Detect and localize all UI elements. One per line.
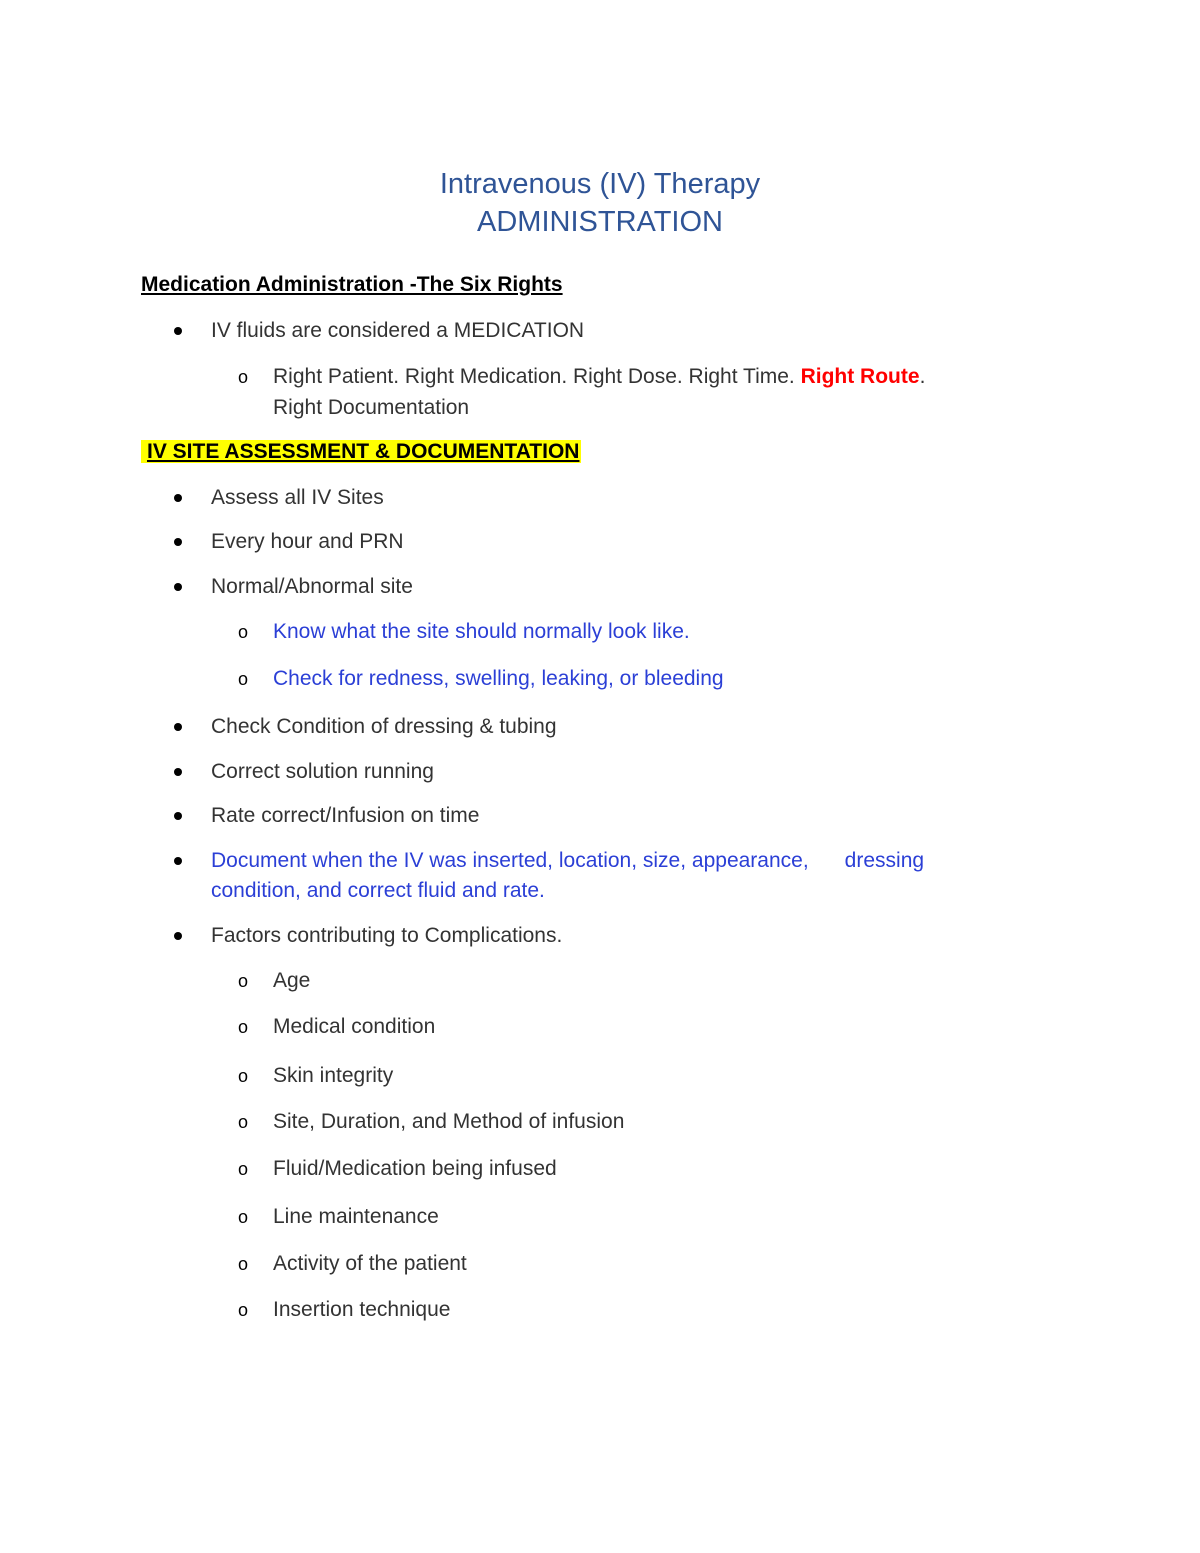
list-item: Assess all IV Sites — [211, 483, 384, 512]
list-item: o Medical condition — [238, 1015, 436, 1038]
circle-bullet-icon: o — [238, 1066, 249, 1086]
list-item: o Insertion technique — [238, 1298, 451, 1321]
circle-bullet-icon: o — [238, 1017, 249, 1037]
bullet-icon — [174, 583, 182, 591]
list-item: Check Condition of dressing & tubing — [211, 712, 557, 741]
list-item: Factors contributing to Complications. — [211, 921, 562, 950]
list-item: o Know what the site should normally look like. — [238, 620, 690, 643]
bullet-icon — [174, 812, 182, 820]
list-item-six-rights: o Right Patient. Right Medication. Right Dose. Right Time. Right Route. — [238, 365, 926, 388]
section-heading-six-rights: Medication Administration -The Six Rights — [141, 273, 563, 296]
bullet-icon — [174, 768, 182, 776]
list-item-continuation: condition, and correct fluid and rate. — [211, 879, 545, 902]
list-item-continuation: Right Documentation — [273, 396, 470, 419]
list-item: o Fluid/Medication being infused — [238, 1157, 557, 1180]
list-item: o Age — [238, 969, 311, 992]
right-route-highlight: Right Route — [800, 365, 920, 388]
circle-bullet-icon: o — [238, 1254, 249, 1274]
bullet-icon — [174, 494, 182, 502]
document-title: Intravenous (IV) Therapy — [439, 168, 761, 200]
circle-bullet-icon: o — [238, 622, 249, 642]
list-item: Every hour and PRN — [211, 527, 404, 556]
circle-bullet-icon: o — [238, 1207, 249, 1227]
section-heading-site-assessment: IV SITE ASSESSMENT & DOCUMENTATION — [141, 438, 581, 466]
bullet-icon — [174, 538, 182, 546]
bullet-icon — [174, 723, 182, 731]
list-item: o Check for redness, swelling, leaking, or bleeding — [238, 667, 724, 690]
list-item: o Line maintenance — [238, 1205, 439, 1228]
circle-bullet-icon: o — [238, 1300, 249, 1320]
circle-bullet-icon: o — [238, 669, 249, 689]
list-item: IV fluids are considered a MEDICATION — [211, 316, 584, 345]
circle-bullet-icon: o — [238, 1112, 249, 1132]
list-item-document: Document when the IV was inserted, location, size, appearance, dressing — [211, 846, 1011, 875]
list-item: Rate correct/Infusion on time — [211, 801, 479, 830]
list-item: o Site, Duration, and Method of infusion — [238, 1110, 625, 1133]
list-item: o Skin integrity — [238, 1064, 394, 1087]
list-item: Normal/Abnormal site — [211, 572, 413, 601]
list-item: o Activity of the patient — [238, 1252, 467, 1275]
circle-bullet-icon: o — [238, 367, 249, 387]
list-item: Correct solution running — [211, 757, 434, 786]
document-subtitle: ADMINISTRATION — [477, 206, 723, 238]
bullet-icon — [174, 327, 182, 335]
bullet-icon — [174, 932, 182, 940]
circle-bullet-icon: o — [238, 1159, 249, 1179]
bullet-icon — [174, 857, 182, 865]
circle-bullet-icon: o — [238, 971, 249, 991]
